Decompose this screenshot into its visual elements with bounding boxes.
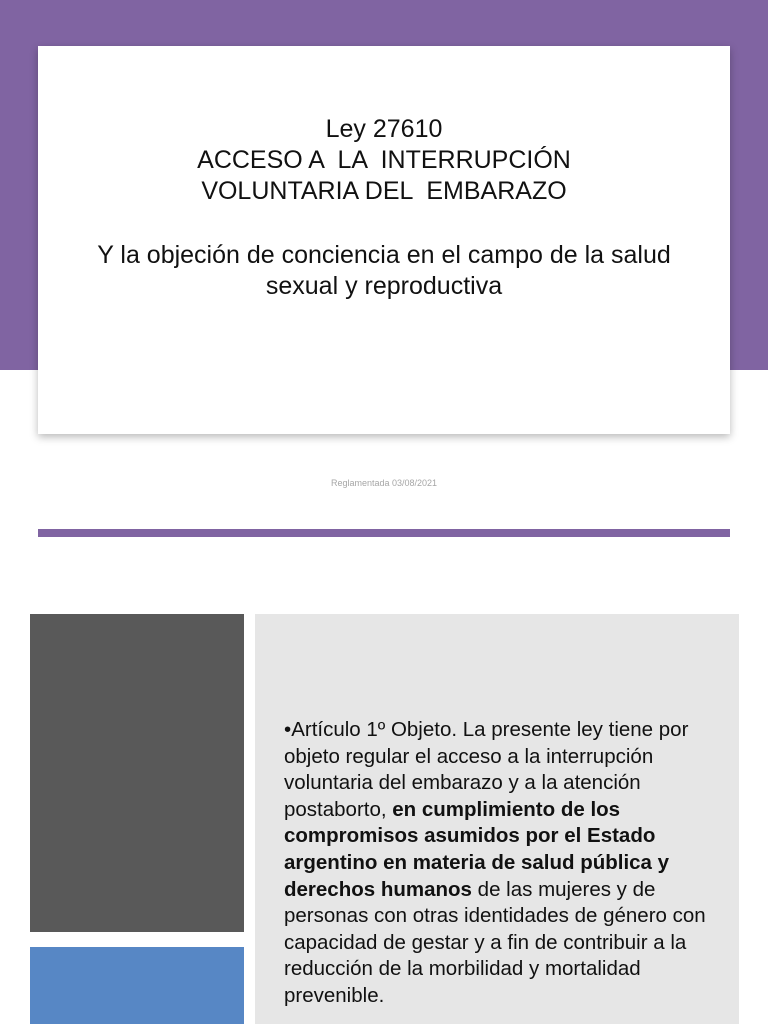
article-intro: Artículo 1º Objeto. La presente ley tiene por objeto regular el acceso a la interrupción voluntaria del embarazo y a la atención postaborto, — [284, 718, 689, 821]
bullet-mark: • — [284, 718, 292, 741]
title-line-1: ACCESO A LA INTERRUPCIÓN — [197, 146, 571, 174]
title-card — [38, 46, 730, 434]
slide-subtitle: Y la objeción de conciencia en el campo de la salud sexual y reproductiva — [97, 241, 671, 300]
slide-title — [38, 114, 730, 207]
article-rest: de las mujeres y de personas con otras identidades de género con capacidad de gestar y a fin de contribuir a la reducción de la morbilidad y mortalidad prevenible. — [284, 877, 706, 1007]
slide-divider — [38, 529, 730, 537]
article-text — [284, 717, 724, 1010]
article-panel — [255, 614, 739, 1024]
decorative-blue-block — [30, 947, 244, 1024]
regulation-date-note: Reglamentada 03/08/2021 — [330, 478, 438, 488]
title-line-2: VOLUNTARIA DEL EMBARAZO — [201, 177, 567, 205]
title-line-law-number: Ley 27610 — [325, 115, 443, 143]
article-bold-text: en cumplimiento de los compromisos asumidos por el Estado argentino en materia de salud pública y derechos humanos — [284, 797, 670, 901]
decorative-gray-block — [30, 614, 244, 932]
